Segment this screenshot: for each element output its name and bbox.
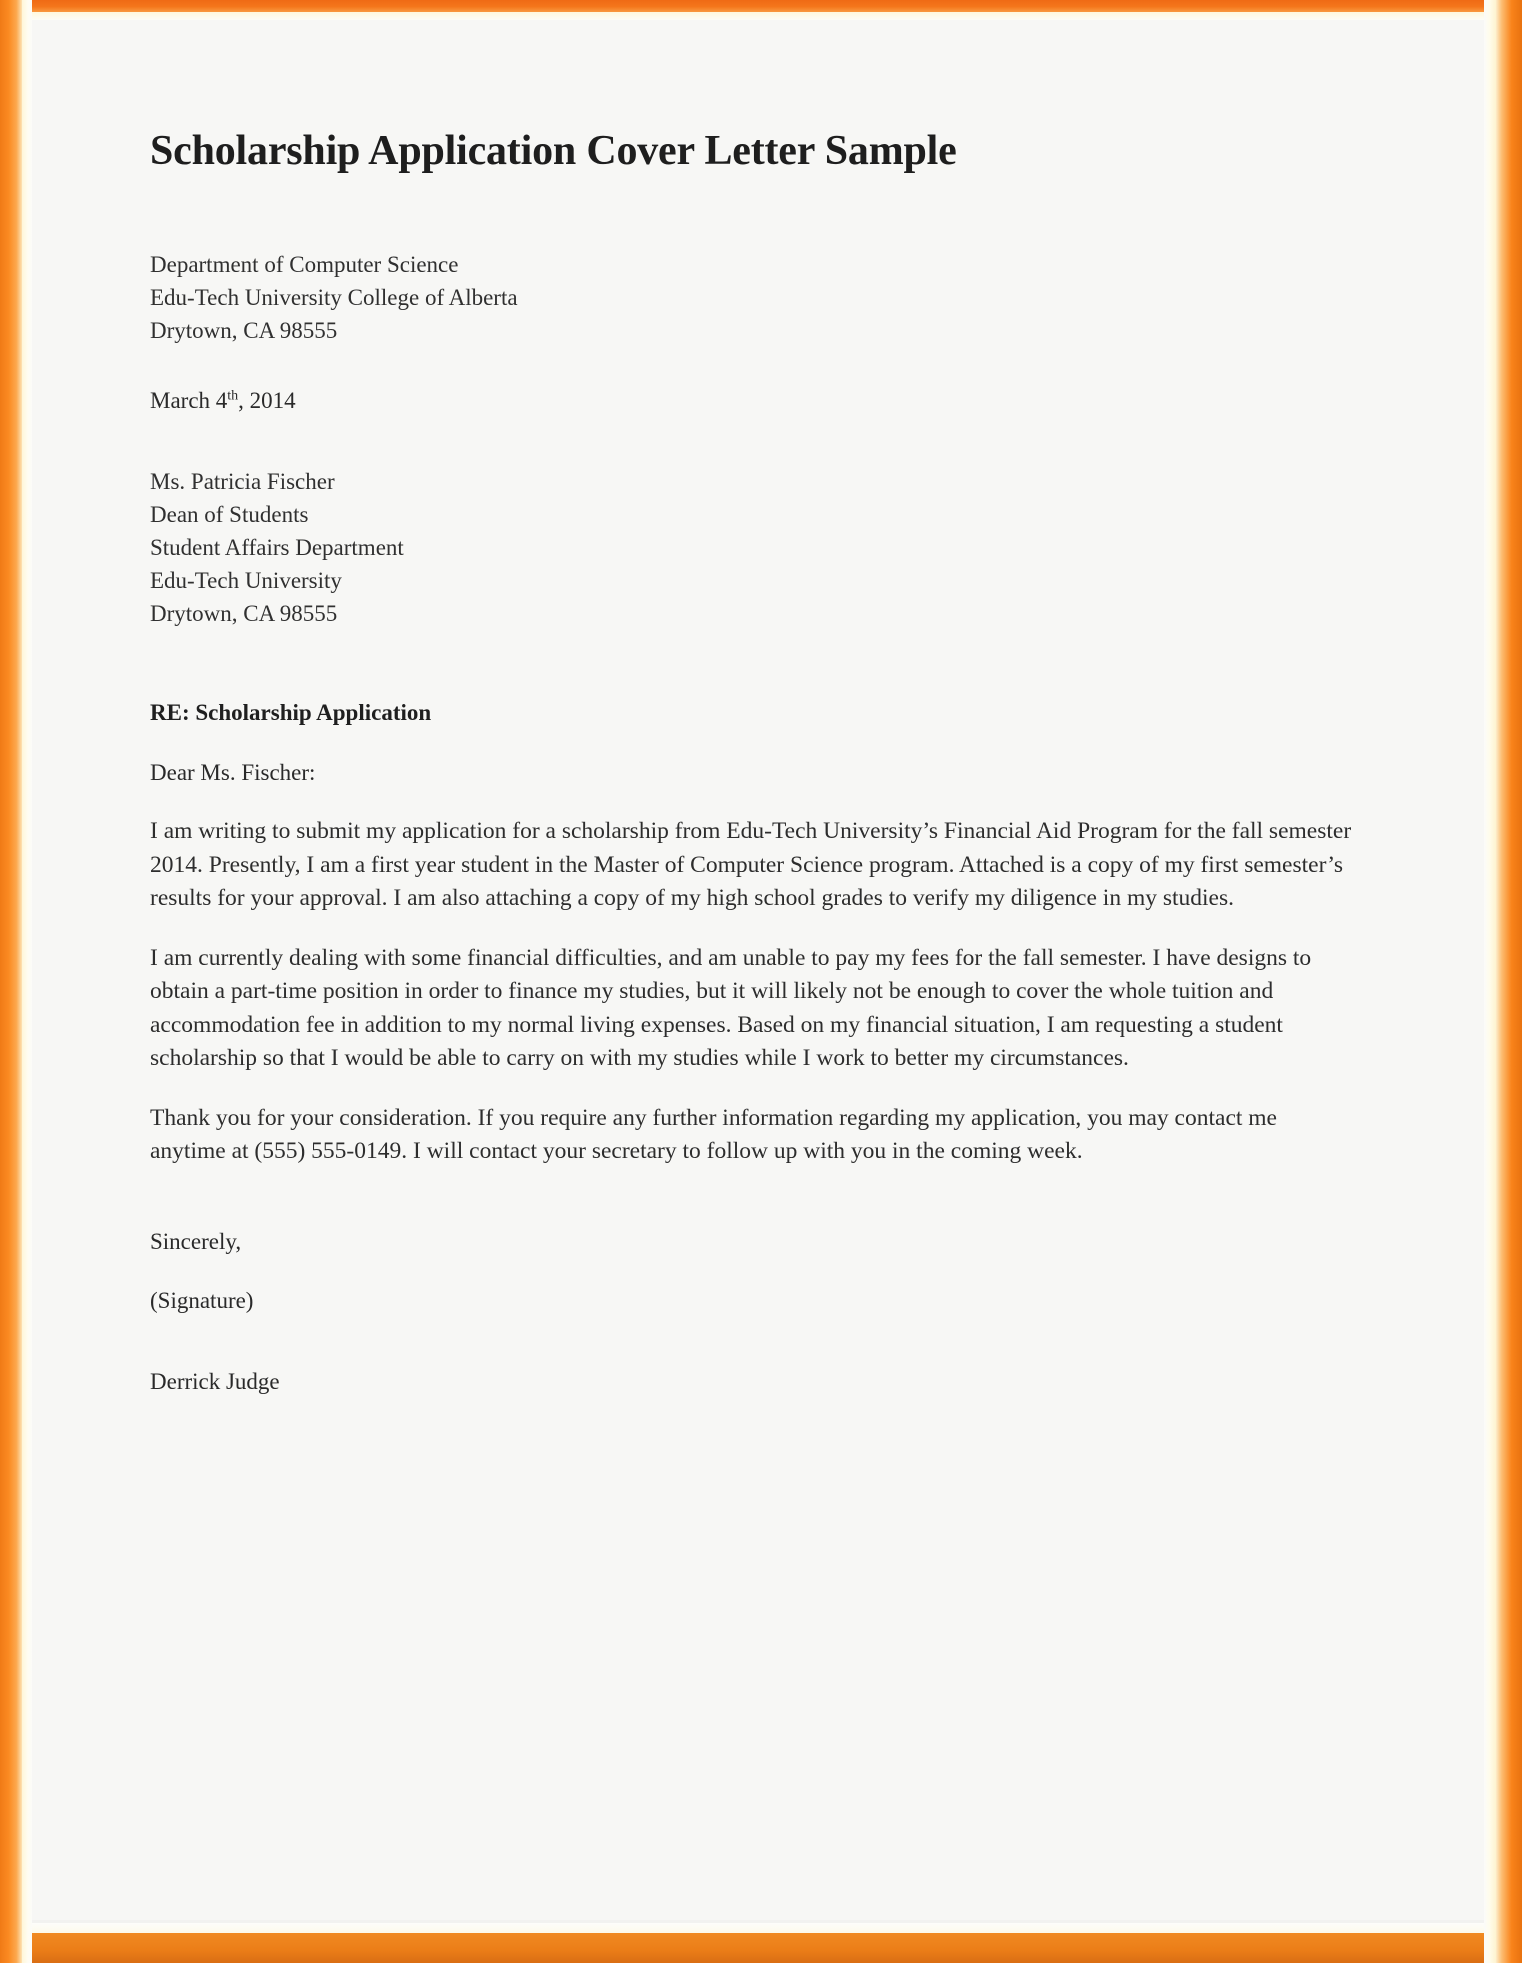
- recipient-line-2: Dean of Students: [150, 502, 309, 528]
- frame-edge-top-inner: [0, 12, 1522, 20]
- page-title: Scholarship Application Cover Letter Sample: [150, 128, 957, 174]
- frame-edge-bottom-inner: [0, 1923, 1522, 1933]
- recipient-address-block: [150, 465, 1356, 630]
- body-paragraph-3: Thank you for your consideration. If you require any further information regarding my application, you may contact me anytime at (555) 555-0149. I will contact your secretary to follow up with you in the coming week.: [150, 1104, 1277, 1165]
- recipient-line-3: Student Affairs Department: [150, 535, 404, 561]
- sender-address-block: [150, 248, 1356, 347]
- date-month-day: March 4: [150, 388, 228, 414]
- frame-edge-top: [0, 0, 1522, 12]
- body-paragraph-2: I am currently dealing with some financial difficulties, and am unable to pay my fees for the fall semester. I have designs to obtain a part-time position in order to finance my studies, but it will likely not be enough to cover the whole tuition and accommodation fee in addition to my normal living expenses. Based on my financial situation, I am requesting a student scholarship so that I would be able to carry on with my studies while I work to better my circumstances.: [150, 944, 1312, 1072]
- recipient-line-4: Edu-Tech University: [150, 568, 342, 594]
- frame-edge-right: [1496, 0, 1522, 1963]
- date-ordinal-suffix: th: [227, 388, 239, 404]
- valediction: Sincerely,: [150, 1228, 242, 1254]
- sender-name: Derrick Judge: [150, 1368, 280, 1394]
- letter-date: [150, 384, 1356, 417]
- sender-address-line-3: Drytown, CA 98555: [150, 318, 338, 344]
- frame-edge-right-inner: [1484, 0, 1496, 1963]
- recipient-line-1: Ms. Patricia Fischer: [150, 469, 335, 495]
- recipient-line-5: Drytown, CA 98555: [150, 601, 338, 627]
- body-paragraph-1: I am writing to submit my application for a scholarship from Edu-Tech University’s Financial Aid Program for the fall semester 2014. Presently, I am a first year student in the Master of Computer Science program. Attached is a copy of my first semester’s results for your approval. I am also attaching a copy of my high school grades to verify my diligence in my studies.: [150, 818, 1352, 912]
- frame-edge-bottom: [0, 1933, 1522, 1963]
- signature-gap: [150, 1343, 1356, 1365]
- closing-block: [150, 1225, 1356, 1398]
- date-year: , 2014: [238, 388, 296, 414]
- frame-edge-left: [0, 0, 22, 1963]
- sender-address-line-2: Edu-Tech University College of Alberta: [150, 285, 518, 311]
- salutation: Dear Ms. Fischer:: [150, 760, 316, 786]
- subject-line: RE: Scholarship Application: [150, 700, 432, 726]
- signature-placeholder: (Signature): [150, 1287, 254, 1313]
- letter-content: [32, 20, 1484, 1398]
- frame-edge-left-inner: [22, 0, 32, 1963]
- letter-paper: [32, 20, 1484, 1920]
- sender-address-line-1: Department of Computer Science: [150, 252, 459, 278]
